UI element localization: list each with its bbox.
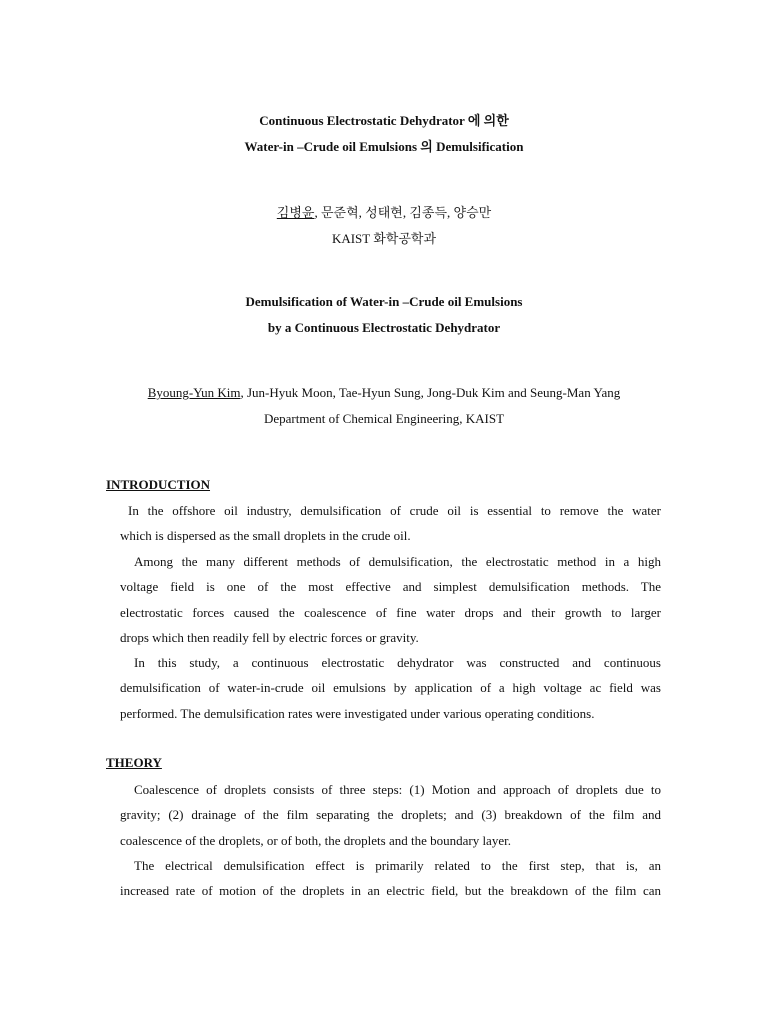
paragraph-line: electrostatic forces caused the coalescence of fine water drops and their growth to larger: [120, 604, 661, 620]
paragraph-line: Coalescence of droplets consists of three steps: (1) Motion and approach of droplets due to: [134, 782, 661, 797]
theory-paragraph-2: [106, 853, 661, 904]
paragraph-line: gravity; (2) drainage of the film separating the droplets; and (3) breakdown of the film and: [120, 807, 661, 823]
paragraph-line: performed. The demulsification rates were investigated under various operating conditions.: [120, 705, 595, 721]
english-presenting-author: Byoung-Yun Kim: [147, 385, 241, 400]
paragraph-line: increased rate of motion of the droplets in an electric field, but the breakdown of the film can: [120, 883, 661, 899]
introduction-paragraph-1: [106, 498, 661, 549]
introduction-paragraph-3: [106, 650, 661, 726]
paragraph-line: In the offshore oil industry, demulsification of crude oil is essential to remove the water: [128, 503, 661, 518]
paragraph-line: demulsification of water-in-crude oil emulsions by application of a high voltage ac field was: [120, 680, 661, 696]
english-title-line-1: Demulsification of Water-in –Crude oil Emulsions: [245, 294, 523, 309]
paragraph-line: coalescence of the droplets, or of both, the droplets and the boundary layer.: [120, 832, 511, 848]
korean-title-line-1: Continuous Electrostatic Dehydrator 에 의한: [259, 113, 509, 128]
english-title-line-2: by a Continuous Electrostatic Dehydrator: [267, 320, 501, 335]
korean-author-list: [0, 202, 768, 221]
paragraph-line: The electrical demulsification effect is primarily related to the first step, that is, an: [134, 858, 661, 873]
introduction-heading: INTRODUCTION: [106, 477, 211, 492]
paragraph-line: which is dispersed as the small droplets in the crude oil.: [120, 528, 411, 544]
theory-paragraph-1: [106, 777, 661, 853]
introduction-paragraph-2: [106, 549, 661, 651]
korean-affiliation: KAIST 화학공학과: [331, 231, 437, 246]
paragraph-line: In this study, a continuous electrostatic dehydrator was constructed and continuous: [134, 655, 661, 670]
korean-title-line-2: Water-in –Crude oil Emulsions 의 Demulsification: [244, 139, 524, 154]
paragraph-line: Among the many different methods of demulsification, the electrostatic method in a high: [134, 554, 661, 569]
korean-presenting-author: 김병윤: [276, 205, 315, 220]
english-author-list: [0, 385, 768, 401]
english-affiliation: Department of Chemical Engineering, KAIST: [263, 411, 505, 426]
theory-heading: THEORY: [106, 755, 162, 770]
paragraph-line: drops which then readily fell by electric forces or gravity.: [120, 630, 419, 646]
korean-co-authors: , 문준혁, 성태현, 김종득, 양승만: [314, 205, 492, 220]
paragraph-line: voltage field is one of the most effective and simplest demulsification methods. The: [120, 579, 661, 595]
english-co-authors: , Jun-Hyuk Moon, Tae-Hyun Sung, Jong-Duk Kim and Seung-Man Yang: [240, 385, 621, 400]
